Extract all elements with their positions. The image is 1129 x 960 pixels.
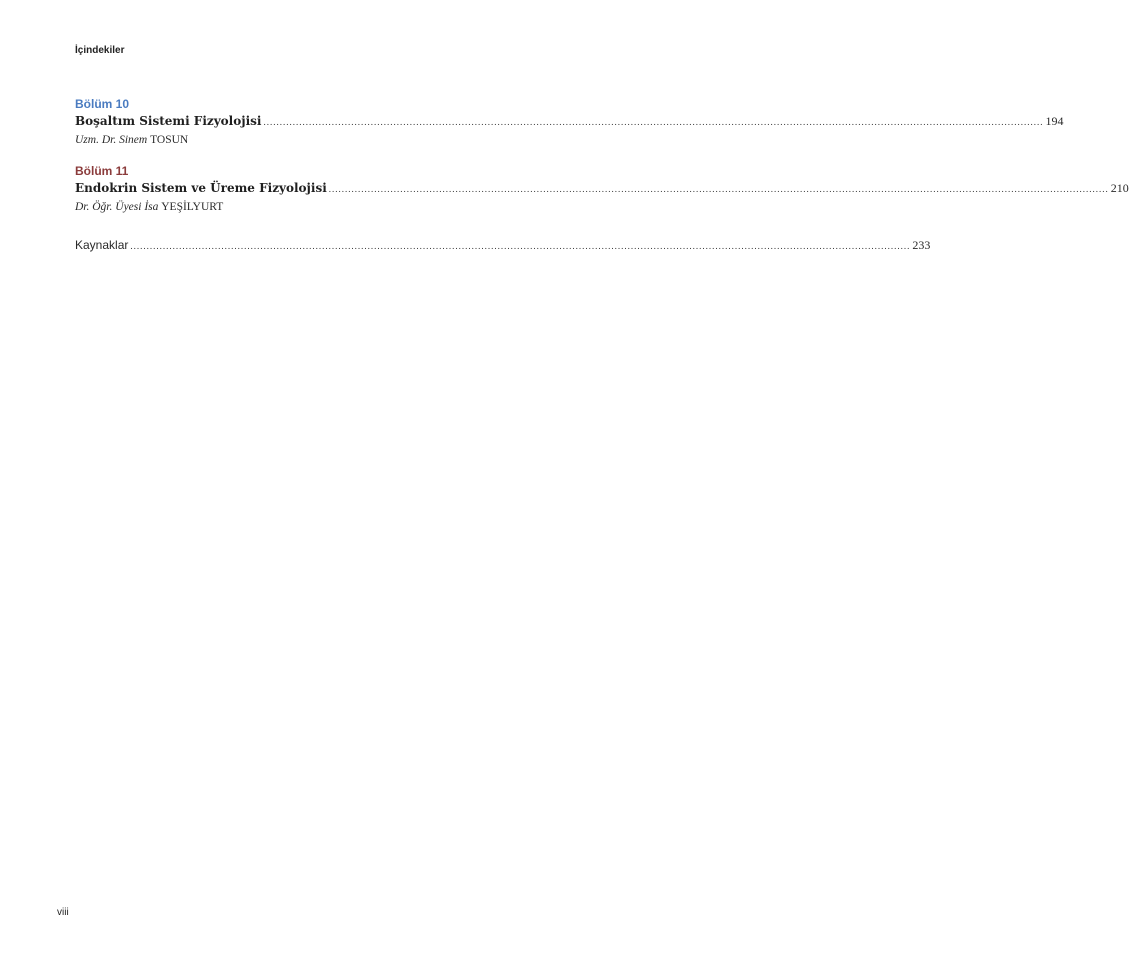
references-row[interactable]: [75, 236, 931, 255]
author-surname: YEŞİLYURT: [161, 201, 224, 213]
chapter-title[interactable]: Endokrin Sistem ve Üreme Fizyolojisi: [75, 181, 327, 195]
page-number: 210: [1110, 181, 1129, 195]
running-header: İçindekiler: [75, 45, 125, 56]
page-number: 194: [1045, 114, 1064, 128]
author-name: Dr. Öğr. Üyesi İsa: [75, 201, 159, 213]
chapter-entry-10: [75, 96, 1064, 149]
chapter-entry-11: [75, 163, 1129, 216]
references-label[interactable]: Kaynaklar: [75, 238, 129, 252]
chapter-author: [75, 131, 563, 149]
author-surname: TOSUN: [150, 134, 189, 146]
chapter-label: Bölüm 10: [75, 97, 130, 111]
toc-row[interactable]: [75, 179, 1129, 198]
page-number: 233: [912, 238, 931, 252]
toc-row[interactable]: [75, 112, 1064, 131]
chapter-author: [75, 198, 563, 216]
chapter-label: Bölüm 11: [75, 164, 129, 178]
author-name: Uzm. Dr. Sinem: [75, 134, 148, 146]
folio-page-number: viii: [57, 907, 69, 918]
dot-leader: ................................................................................................................................................................................................................................................: [328, 184, 1109, 194]
dot-leader: ................................................................................................................................................................................................................................................: [263, 117, 1044, 127]
dot-leader: ................................................................................................................................................................................................................................................: [130, 241, 911, 251]
table-of-contents: [75, 96, 1129, 255]
chapter-title[interactable]: Boşaltım Sistemi Fizyolojisi: [75, 114, 262, 128]
